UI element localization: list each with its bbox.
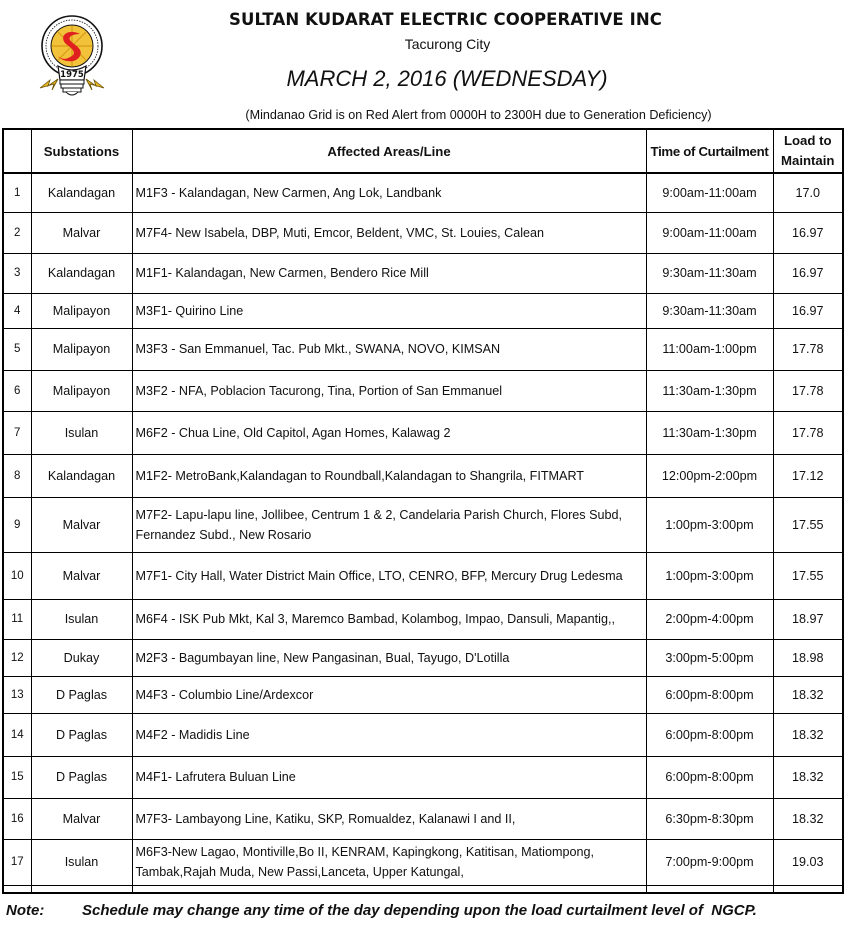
table-row [3, 253, 843, 293]
row-number: 17 [3, 839, 31, 885]
affected-areas-cell: M1F2- MetroBank,Kalandagan to Roundball,Kalandagan to Shangrila, FITMART [132, 454, 646, 497]
organization-title [0, 10, 849, 29]
row-number: 13 [3, 676, 31, 713]
load-to-maintain-cell: 19.03 [773, 839, 843, 885]
curtailment-time-cell: 6:30pm-8:30pm [646, 798, 773, 839]
table-row [3, 599, 843, 639]
affected-areas-cell: M4F3 - Columbio Line/Ardexcor [132, 676, 646, 713]
table-row [3, 411, 843, 454]
row-number: 7 [3, 411, 31, 454]
table-row [3, 639, 843, 676]
header-number [3, 129, 31, 173]
affected-areas-cell: M3F2 - NFA, Poblacion Tacurong, Tina, Portion of San Emmanuel [132, 370, 646, 411]
row-number: 12 [3, 639, 31, 676]
city-subtitle [0, 36, 849, 52]
table-row [3, 454, 843, 497]
curtailment-time-cell: 12:00pm-2:00pm [646, 454, 773, 497]
substation-cell: Isulan [31, 599, 132, 639]
schedule-date-text: MARCH 2, 2016 (WEDNESDAY) [286, 66, 608, 91]
logo-year: 1975 [60, 70, 84, 80]
load-to-maintain-cell: 18.32 [773, 676, 843, 713]
header-time-of-curtailment: Time of Curtailment [646, 129, 773, 173]
grid-alert-notice [0, 108, 849, 122]
curtailment-time-cell: 9:30am-11:30am [646, 293, 773, 328]
empty-cell [31, 885, 132, 893]
load-to-maintain-cell: 17.78 [773, 411, 843, 454]
substation-cell: Dukay [31, 639, 132, 676]
curtailment-time-cell: 1:00pm-3:00pm [646, 497, 773, 552]
city-name: Tacurong City [404, 36, 491, 52]
substation-cell: Isulan [31, 411, 132, 454]
table-row [3, 839, 843, 885]
empty-cell [646, 885, 773, 893]
header-load-to-maintain [773, 129, 843, 173]
row-number: 15 [3, 756, 31, 798]
substation-cell: Malipayon [31, 293, 132, 328]
table-row [3, 370, 843, 411]
curtailment-time-cell: 6:00pm-8:00pm [646, 676, 773, 713]
affected-areas-cell: M7F1- City Hall, Water District Main Office, LTO, CENRO, BFP, Mercury Drug Ledesma [132, 552, 646, 599]
curtailment-time-cell: 9:30am-11:30am [646, 253, 773, 293]
affected-areas-cell: M7F4- New Isabela, DBP, Muti, Emcor, Beldent, VMC, St. Louies, Calean [132, 212, 646, 253]
affected-areas-cell: M6F4 - ISK Pub Mkt, Kal 3, Maremco Bambad, Kolambog, Impao, Dansuli, Mapantig,, [132, 599, 646, 639]
load-to-maintain-cell: 18.32 [773, 798, 843, 839]
table-row [3, 756, 843, 798]
load-to-maintain-cell: 17.78 [773, 370, 843, 411]
row-number: 5 [3, 328, 31, 370]
substation-cell: Malvar [31, 497, 132, 552]
affected-areas-cell: M6F3-New Lagao, Montiville,Bo II, KENRAM, Kapingkong, Katitisan, Matiompong, Tambak,Rajah Muda, New Passi,Lanceta, Upper Katungal, [132, 839, 646, 885]
load-to-maintain-cell: 18.32 [773, 756, 843, 798]
substation-cell: Malipayon [31, 370, 132, 411]
load-to-maintain-cell: 18.32 [773, 713, 843, 756]
load-to-maintain-cell: 18.97 [773, 599, 843, 639]
affected-areas-cell: M1F3 - Kalandagan, New Carmen, Ang Lok, Landbank [132, 173, 646, 212]
table-row [3, 173, 843, 212]
substation-cell: Kalandagan [31, 253, 132, 293]
empty-table-row [3, 885, 843, 893]
substation-cell: Malvar [31, 552, 132, 599]
schedule-note [6, 902, 846, 919]
substation-cell: D Paglas [31, 676, 132, 713]
load-to-maintain-cell: 18.98 [773, 639, 843, 676]
curtailment-time-cell: 11:30am-1:30pm [646, 370, 773, 411]
table-header-row [3, 129, 843, 173]
substation-cell: Malvar [31, 212, 132, 253]
curtailment-time-cell: 11:30am-1:30pm [646, 411, 773, 454]
substation-cell: Malipayon [31, 328, 132, 370]
row-number: 11 [3, 599, 31, 639]
table-row [3, 676, 843, 713]
substation-cell: D Paglas [31, 756, 132, 798]
header-load-line1: Load to [783, 133, 832, 148]
empty-cell [132, 885, 646, 893]
organization-name: SULTAN KUDARAT ELECTRIC COOPERATIVE INC [229, 10, 662, 29]
row-number: 14 [3, 713, 31, 756]
table-row [3, 798, 843, 839]
affected-areas-cell: M4F2 - Madidis Line [132, 713, 646, 756]
table-row [3, 328, 843, 370]
table-row [3, 713, 843, 756]
affected-areas-cell: M6F2 - Chua Line, Old Capitol, Agan Homes, Kalawag 2 [132, 411, 646, 454]
row-number: 2 [3, 212, 31, 253]
affected-areas-cell: M3F1- Quirino Line [132, 293, 646, 328]
row-number: 16 [3, 798, 31, 839]
load-to-maintain-cell: 17.12 [773, 454, 843, 497]
affected-areas-cell: M7F2- Lapu-lapu line, Jollibee, Centrum 1 & 2, Candelaria Parish Church, Flores Subd, Fernandez Subd., New Rosario [132, 497, 646, 552]
curtailment-time-cell: 11:00am-1:00pm [646, 328, 773, 370]
load-to-maintain-cell: 17.78 [773, 328, 843, 370]
curtailment-time-cell: 6:00pm-8:00pm [646, 756, 773, 798]
affected-areas-cell: M3F3 - San Emmanuel, Tac. Pub Mkt., SWANA, NOVO, KIMSAN [132, 328, 646, 370]
load-to-maintain-cell: 16.97 [773, 212, 843, 253]
substation-cell: Kalandagan [31, 454, 132, 497]
curtailment-time-cell: 9:00am-11:00am [646, 212, 773, 253]
note-text: Schedule may change any time of the day depending upon the load curtailment level of NGCP. [82, 902, 757, 919]
row-number: 3 [3, 253, 31, 293]
curtailment-time-cell: 2:00pm-4:00pm [646, 599, 773, 639]
affected-areas-cell: M1F1- Kalandagan, New Carmen, Bendero Rice Mill [132, 253, 646, 293]
load-to-maintain-cell: 16.97 [773, 253, 843, 293]
curtailment-schedule-table [2, 128, 844, 894]
curtailment-time-cell: 3:00pm-5:00pm [646, 639, 773, 676]
affected-areas-cell: M2F3 - Bagumbayan line, New Pangasinan, Bual, Tayugo, D'Lotilla [132, 639, 646, 676]
curtailment-time-cell: 6:00pm-8:00pm [646, 713, 773, 756]
curtailment-time-cell: 7:00pm-9:00pm [646, 839, 773, 885]
row-number: 6 [3, 370, 31, 411]
substation-cell: Kalandagan [31, 173, 132, 212]
empty-cell [773, 885, 843, 893]
table-row [3, 552, 843, 599]
header-affected-areas: Affected Areas/Line [132, 129, 646, 173]
affected-areas-cell: M4F1- Lafrutera Buluan Line [132, 756, 646, 798]
table-row [3, 293, 843, 328]
load-to-maintain-cell: 17.0 [773, 173, 843, 212]
empty-cell [3, 885, 31, 893]
header-load-line2: Maintain [781, 153, 835, 168]
affected-areas-cell: M7F3- Lambayong Line, Katiku, SKP, Romualdez, Kalanawi I and II, [132, 798, 646, 839]
row-number: 4 [3, 293, 31, 328]
table-row [3, 497, 843, 552]
substation-cell: Isulan [31, 839, 132, 885]
schedule-date [0, 66, 849, 92]
curtailment-time-cell: 9:00am-11:00am [646, 173, 773, 212]
load-to-maintain-cell: 17.55 [773, 552, 843, 599]
substation-cell: Malvar [31, 798, 132, 839]
table-row [3, 212, 843, 253]
row-number: 8 [3, 454, 31, 497]
header-substations: Substations [31, 129, 132, 173]
note-label: Note: [6, 902, 45, 919]
grid-alert-text: (Mindanao Grid is on Red Alert from 0000H to 2300H due to Generation Deficiency) [245, 108, 712, 122]
curtailment-time-cell: 1:00pm-3:00pm [646, 552, 773, 599]
row-number: 9 [3, 497, 31, 552]
row-number: 1 [3, 173, 31, 212]
substation-cell: D Paglas [31, 713, 132, 756]
load-to-maintain-cell: 17.55 [773, 497, 843, 552]
row-number: 10 [3, 552, 31, 599]
load-to-maintain-cell: 16.97 [773, 293, 843, 328]
